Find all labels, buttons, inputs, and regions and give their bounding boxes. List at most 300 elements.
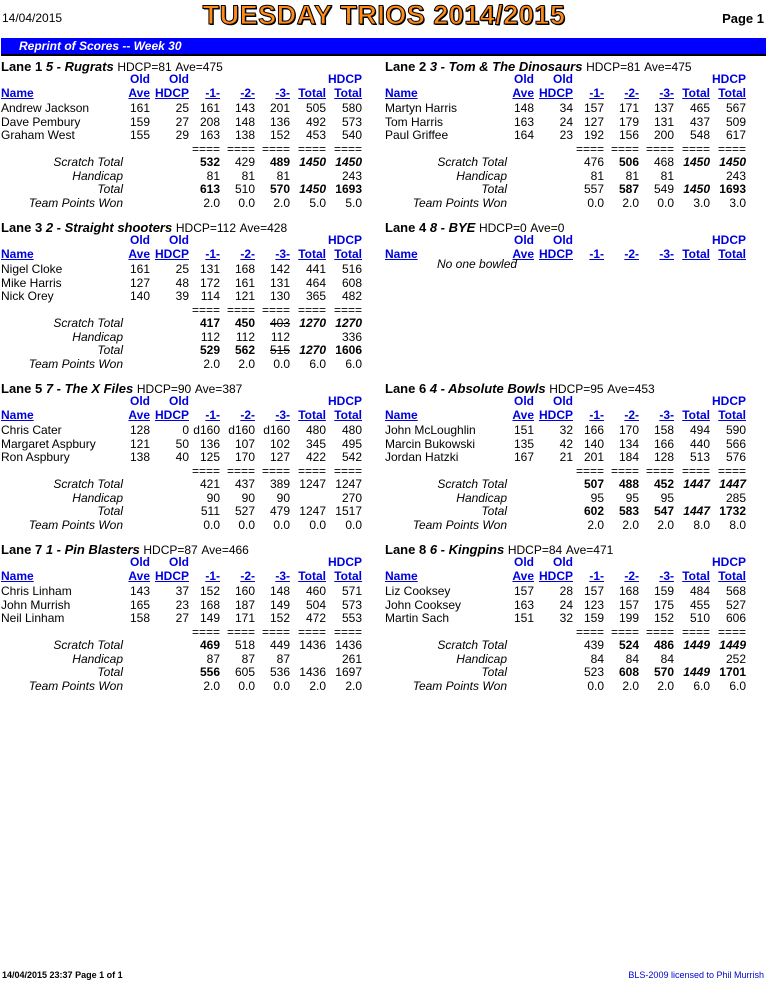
scratch-value: 437 xyxy=(234,477,255,491)
total-value: 1697 xyxy=(335,665,362,679)
player-score: 170 xyxy=(234,450,255,464)
handicap-label: Handicap xyxy=(456,168,507,183)
lane-number: Lane 1 xyxy=(1,59,43,74)
player-score: 155 xyxy=(129,128,150,142)
points-value: 6.0 xyxy=(729,678,746,693)
col-ave: Ave xyxy=(128,408,150,422)
col-game3: -3- xyxy=(659,569,674,583)
separator: ==== xyxy=(610,463,639,478)
scratch-value: 452 xyxy=(653,477,674,491)
col-game1: -1- xyxy=(205,408,220,422)
col-total: Total xyxy=(298,247,326,261)
player-score: 464 xyxy=(305,275,326,290)
player-row xyxy=(1,585,381,598)
player-score: 123 xyxy=(583,597,604,612)
player-score: 505 xyxy=(305,101,326,115)
player-score: 175 xyxy=(653,597,674,612)
player-score: 513 xyxy=(689,450,710,464)
col-old-ave: Old xyxy=(130,233,150,247)
col-hdcp-total: HDCP xyxy=(327,233,362,247)
col-name: Name xyxy=(1,247,34,261)
week-banner-text: Reprint of Scores -- Week 30 xyxy=(19,39,182,53)
player-score: 184 xyxy=(618,450,639,464)
player-score: 140 xyxy=(583,436,604,451)
team-average: Ave=475 xyxy=(644,60,692,74)
player-score: 495 xyxy=(341,436,362,451)
summary-row-handicap xyxy=(1,653,381,666)
col-total: Total xyxy=(682,569,710,583)
lane-header xyxy=(1,381,242,396)
player-score: 25 xyxy=(175,262,189,276)
player-score: 159 xyxy=(129,114,150,129)
player-row xyxy=(1,102,381,115)
scratch-value: 1436 xyxy=(299,638,326,652)
player-score: 130 xyxy=(269,289,290,303)
points-value: 0.0 xyxy=(273,678,290,693)
team-average: Ave=466 xyxy=(201,543,249,557)
player-score: 440 xyxy=(689,436,710,451)
points-value: 0.0 xyxy=(657,195,674,210)
summary-row-points xyxy=(1,358,381,371)
player-score: 28 xyxy=(559,584,573,598)
player-score: 165 xyxy=(129,597,150,612)
team-name: 2 - Straight shooters xyxy=(45,220,173,235)
player-score: 573 xyxy=(341,597,362,612)
player-score: 163 xyxy=(513,597,534,612)
col-game3: -3- xyxy=(275,408,290,422)
total-value: 1270 xyxy=(299,343,326,357)
scratch-label: Scratch Total xyxy=(53,477,123,491)
points-value: 2.0 xyxy=(622,678,639,693)
col-hdcp-total: Total xyxy=(718,408,746,422)
column-header-row xyxy=(1,73,381,86)
handicap-value: 81 xyxy=(660,168,674,183)
handicap-value: 81 xyxy=(241,168,255,183)
separator-row xyxy=(385,626,765,639)
player-score: 48 xyxy=(175,275,189,290)
team-hdcp: HDCP=84 xyxy=(507,543,563,557)
player-score: 208 xyxy=(199,114,220,129)
col-hdcp-total: Total xyxy=(718,247,746,261)
col-ave: Ave xyxy=(128,569,150,583)
col-hdcp-total: HDCP xyxy=(711,72,746,86)
player-score: 102 xyxy=(269,436,290,451)
player-score: 201 xyxy=(583,450,604,464)
player-score: 128 xyxy=(653,450,674,464)
player-score: 168 xyxy=(199,597,220,612)
player-score: 542 xyxy=(341,450,362,464)
team-average: Ave=471 xyxy=(565,543,614,557)
column-header-row xyxy=(385,409,765,422)
player-score: 453 xyxy=(305,128,326,142)
points-value: 3.0 xyxy=(693,195,710,210)
player-name: Chris Cater xyxy=(1,423,62,437)
player-score: 157 xyxy=(618,597,639,612)
total-label: Total xyxy=(97,343,123,357)
total-value: 510 xyxy=(234,182,255,196)
col-game2: -2- xyxy=(624,408,639,422)
separator: ==== xyxy=(226,302,255,317)
scratch-value: 403 xyxy=(269,316,290,330)
team-hdcp: HDCP=90 xyxy=(136,382,192,396)
player-score: 40 xyxy=(175,450,189,464)
player-score: 168 xyxy=(234,262,255,276)
total-value: 613 xyxy=(199,182,220,196)
separator: ==== xyxy=(297,141,326,156)
lane-number: Lane 2 xyxy=(385,59,427,74)
points-value: 2.0 xyxy=(203,195,220,210)
player-row xyxy=(1,612,381,625)
col-game1: -1- xyxy=(589,247,604,261)
points-label: Team Points Won xyxy=(28,678,123,693)
separator: ==== xyxy=(681,463,710,478)
player-score: 50 xyxy=(175,436,189,451)
total-value: 608 xyxy=(618,665,639,679)
team-average: Ave=453 xyxy=(607,382,655,396)
team-hdcp: HDCP=87 xyxy=(143,543,198,557)
total-value: 549 xyxy=(653,182,674,196)
player-name: John Cooksey xyxy=(385,597,462,612)
separator-row xyxy=(1,304,381,317)
handicap-label: Handicap xyxy=(72,168,123,183)
col-game2: -2- xyxy=(624,247,639,261)
player-score: 540 xyxy=(341,128,362,142)
points-value: 2.0 xyxy=(238,356,255,371)
lane-block xyxy=(385,59,765,219)
player-row xyxy=(385,129,765,142)
points-label: Team Points Won xyxy=(412,517,507,532)
player-score: 159 xyxy=(583,611,604,625)
handicap-value: 95 xyxy=(660,490,674,505)
total-label: Total xyxy=(97,504,123,518)
player-score: d160 xyxy=(193,423,220,437)
player-score: 192 xyxy=(583,128,604,142)
col-ave: Ave xyxy=(512,408,534,422)
team-hdcp: HDCP=95 xyxy=(549,382,604,396)
points-value: 3.0 xyxy=(729,195,746,210)
col-hdcp: HDCP xyxy=(154,86,189,100)
points-value: 0.0 xyxy=(238,678,255,693)
points-value: 0.0 xyxy=(273,356,290,371)
player-score: 131 xyxy=(653,114,674,129)
total-value: 570 xyxy=(269,182,290,196)
scratch-value: 1450 xyxy=(299,155,326,169)
player-name: Nick Orey xyxy=(1,289,54,303)
player-score: 24 xyxy=(559,114,573,129)
summary-row-points xyxy=(385,197,765,210)
handicap-value: 90 xyxy=(241,490,255,505)
col-hdcp: HDCP xyxy=(538,408,573,422)
total-label: Total xyxy=(97,665,123,679)
scratch-value: 469 xyxy=(199,638,220,652)
lane-block xyxy=(385,220,765,380)
separator: ==== xyxy=(575,141,604,156)
player-row xyxy=(1,116,381,129)
points-value: 0.0 xyxy=(587,678,604,693)
total-value: 587 xyxy=(618,182,639,196)
col-hdcp: HDCP xyxy=(154,569,189,583)
separator: ==== xyxy=(645,463,674,478)
team-name: 7 - The X Files xyxy=(45,381,134,396)
player-score: 127 xyxy=(583,114,604,129)
col-hdcp: HDCP xyxy=(538,569,573,583)
separator: ==== xyxy=(645,624,674,639)
summary-row-handicap xyxy=(385,492,765,505)
points-value: 2.0 xyxy=(309,678,326,693)
col-game2: -2- xyxy=(624,569,639,583)
lane-header xyxy=(1,59,223,74)
col-old-hdcp: Old xyxy=(553,555,573,569)
team-name: 5 - Rugrats xyxy=(45,59,114,74)
col-hdcp-total: HDCP xyxy=(711,233,746,247)
player-score: 142 xyxy=(269,262,290,276)
player-score: 166 xyxy=(583,423,604,437)
col-ave: Ave xyxy=(128,86,150,100)
scratch-value: 506 xyxy=(618,155,639,169)
team-average: Ave=428 xyxy=(239,221,288,235)
total-value: 1693 xyxy=(335,182,362,196)
player-score: 42 xyxy=(559,436,573,451)
player-row xyxy=(1,599,381,612)
separator: ==== xyxy=(226,141,255,156)
col-hdcp: HDCP xyxy=(538,86,573,100)
points-value: 2.0 xyxy=(587,517,604,532)
total-value: 1693 xyxy=(719,182,746,196)
col-name: Name xyxy=(385,408,418,422)
total-value: 511 xyxy=(200,504,220,518)
handicap-value: 261 xyxy=(341,651,362,666)
scratch-value: 1270 xyxy=(335,316,362,330)
points-value: 0.0 xyxy=(587,195,604,210)
col-game1: -1- xyxy=(205,86,220,100)
lane-number: Lane 7 xyxy=(1,542,43,557)
total-label: Total xyxy=(97,182,123,196)
handicap-value: 243 xyxy=(341,168,362,183)
total-value: 557 xyxy=(583,182,604,196)
player-score: 140 xyxy=(129,289,150,303)
player-row xyxy=(1,263,381,276)
player-score: 345 xyxy=(305,436,326,451)
points-label: Team Points Won xyxy=(28,517,123,532)
scratch-value: 486 xyxy=(653,638,674,652)
total-value: 527 xyxy=(234,504,255,518)
separator-row xyxy=(1,626,381,639)
col-hdcp-total: Total xyxy=(718,86,746,100)
player-score: 199 xyxy=(618,611,639,625)
player-row xyxy=(1,277,381,290)
total-value: 1732 xyxy=(719,504,746,518)
scratch-value: 1450 xyxy=(719,155,746,169)
handicap-value: 112 xyxy=(200,329,220,344)
total-value: 479 xyxy=(269,504,290,518)
total-value: 1517 xyxy=(335,504,362,518)
summary-row-points xyxy=(1,519,381,532)
total-value: 1247 xyxy=(299,504,326,518)
total-value: 1450 xyxy=(299,182,326,196)
player-score: 472 xyxy=(305,611,326,625)
col-old-ave: Old xyxy=(514,72,534,86)
player-row xyxy=(1,290,381,303)
separator: ==== xyxy=(261,463,290,478)
player-score: 159 xyxy=(653,584,674,598)
handicap-value: 81 xyxy=(276,168,290,183)
player-score: 131 xyxy=(199,262,220,276)
player-score: 571 xyxy=(341,584,362,598)
player-score: 158 xyxy=(129,611,150,625)
scratch-label: Scratch Total xyxy=(437,155,507,169)
col-hdcp-total: HDCP xyxy=(711,394,746,408)
summary-row-handicap xyxy=(1,331,381,344)
scratch-value: 439 xyxy=(583,638,604,652)
col-total: Total xyxy=(682,247,710,261)
summary-row-scratch xyxy=(385,156,765,169)
total-value: 1606 xyxy=(335,343,362,357)
player-score: 166 xyxy=(653,436,674,451)
player-score: 548 xyxy=(689,128,710,142)
col-old-hdcp: Old xyxy=(169,233,189,247)
lane-number: Lane 4 xyxy=(385,220,427,235)
player-score: 157 xyxy=(513,584,534,598)
column-header-row xyxy=(385,395,765,408)
team-name: 8 - BYE xyxy=(429,220,476,235)
player-score: 148 xyxy=(513,101,534,115)
separator: ==== xyxy=(681,624,710,639)
col-hdcp-total: Total xyxy=(334,86,362,100)
total-label: Total xyxy=(481,665,507,679)
player-score: 138 xyxy=(234,128,255,142)
col-hdcp: HDCP xyxy=(538,247,573,261)
player-score: 136 xyxy=(199,436,220,451)
handicap-value: 252 xyxy=(725,651,746,666)
lane-number: Lane 3 xyxy=(1,220,43,235)
report-title: TUESDAY TRIOS 2014/2015 xyxy=(202,0,566,30)
points-value: 0.0 xyxy=(238,195,255,210)
player-score: 187 xyxy=(234,597,255,612)
separator: ==== xyxy=(297,463,326,478)
separator: ==== xyxy=(191,141,220,156)
col-old-ave: Old xyxy=(130,394,150,408)
team-average: Ave=0 xyxy=(530,221,565,235)
player-name: Graham West xyxy=(1,128,75,142)
lane-number: Lane 5 xyxy=(1,381,43,396)
team-hdcp: HDCP=81 xyxy=(117,60,172,74)
points-value: 5.0 xyxy=(309,195,326,210)
total-value: 529 xyxy=(199,343,220,357)
player-score: 136 xyxy=(269,114,290,129)
col-game2: -2- xyxy=(624,86,639,100)
handicap-label: Handicap xyxy=(72,651,123,666)
player-score: 0 xyxy=(182,423,189,437)
col-ave: Ave xyxy=(512,569,534,583)
col-name: Name xyxy=(1,408,34,422)
col-old-hdcp: Old xyxy=(169,555,189,569)
player-name: Nigel Cloke xyxy=(1,262,63,276)
player-row xyxy=(385,612,765,625)
total-value: 556 xyxy=(199,665,220,679)
column-header-row xyxy=(385,556,765,569)
player-score: 161 xyxy=(234,275,255,290)
col-game3: -3- xyxy=(275,569,290,583)
separator: ==== xyxy=(575,624,604,639)
col-old-hdcp: Old xyxy=(169,72,189,86)
col-hdcp: HDCP xyxy=(154,408,189,422)
player-score: 171 xyxy=(618,101,639,115)
column-header-row xyxy=(1,395,381,408)
separator: ==== xyxy=(226,624,255,639)
col-old-ave: Old xyxy=(514,555,534,569)
separator: ==== xyxy=(333,463,362,478)
player-score: 148 xyxy=(234,114,255,129)
summary-row-total xyxy=(1,666,381,679)
points-value: 0.0 xyxy=(203,517,220,532)
col-total: Total xyxy=(298,408,326,422)
player-score: 480 xyxy=(341,423,362,437)
scratch-label: Scratch Total xyxy=(53,155,123,169)
points-value: 6.0 xyxy=(309,356,326,371)
player-row xyxy=(385,599,765,612)
total-value: 1436 xyxy=(299,665,326,679)
player-row xyxy=(1,438,381,451)
col-hdcp-total: Total xyxy=(334,569,362,583)
scratch-value: 1447 xyxy=(683,477,710,491)
points-value: 0.0 xyxy=(238,517,255,532)
separator: ==== xyxy=(226,463,255,478)
team-hdcp: HDCP=0 xyxy=(478,221,527,235)
col-game2: -2- xyxy=(240,86,255,100)
player-score: 37 xyxy=(175,584,189,598)
player-score: 160 xyxy=(234,584,255,598)
col-hdcp: HDCP xyxy=(154,247,189,261)
player-score: 138 xyxy=(129,450,150,464)
col-game3: -3- xyxy=(275,86,290,100)
total-value: 562 xyxy=(234,343,255,357)
player-name: Tom Harris xyxy=(385,114,444,129)
scratch-value: 489 xyxy=(269,155,290,169)
scratch-value: 417 xyxy=(199,316,220,330)
player-score: 152 xyxy=(653,611,674,625)
col-game1: -1- xyxy=(589,569,604,583)
player-score: 149 xyxy=(269,597,290,612)
player-score: 509 xyxy=(725,114,746,129)
handicap-value: 84 xyxy=(625,651,639,666)
points-label: Team Points Won xyxy=(412,678,507,693)
player-score: 576 xyxy=(725,450,746,464)
column-header-row xyxy=(1,234,381,247)
player-score: 158 xyxy=(653,423,674,437)
points-value: 2.0 xyxy=(622,517,639,532)
separator: ==== xyxy=(333,302,362,317)
lane-block xyxy=(385,381,765,541)
separator: ==== xyxy=(333,141,362,156)
scratch-value: 507 xyxy=(583,477,604,491)
player-score: 157 xyxy=(583,101,604,115)
handicap-value: 90 xyxy=(276,490,290,505)
player-score: 143 xyxy=(129,584,150,598)
separator: ==== xyxy=(717,141,746,156)
player-score: 27 xyxy=(175,611,189,625)
player-score: 460 xyxy=(305,584,326,598)
lane-header xyxy=(1,542,249,557)
column-header-row xyxy=(385,570,765,583)
week-banner xyxy=(1,38,766,56)
scratch-value: 1450 xyxy=(683,155,710,169)
handicap-value: 81 xyxy=(625,168,639,183)
col-total: Total xyxy=(682,408,710,422)
report-date: 14/04/2015 xyxy=(2,11,63,25)
separator: ==== xyxy=(575,463,604,478)
team-hdcp: HDCP=81 xyxy=(586,60,641,74)
total-value: 605 xyxy=(234,665,255,679)
